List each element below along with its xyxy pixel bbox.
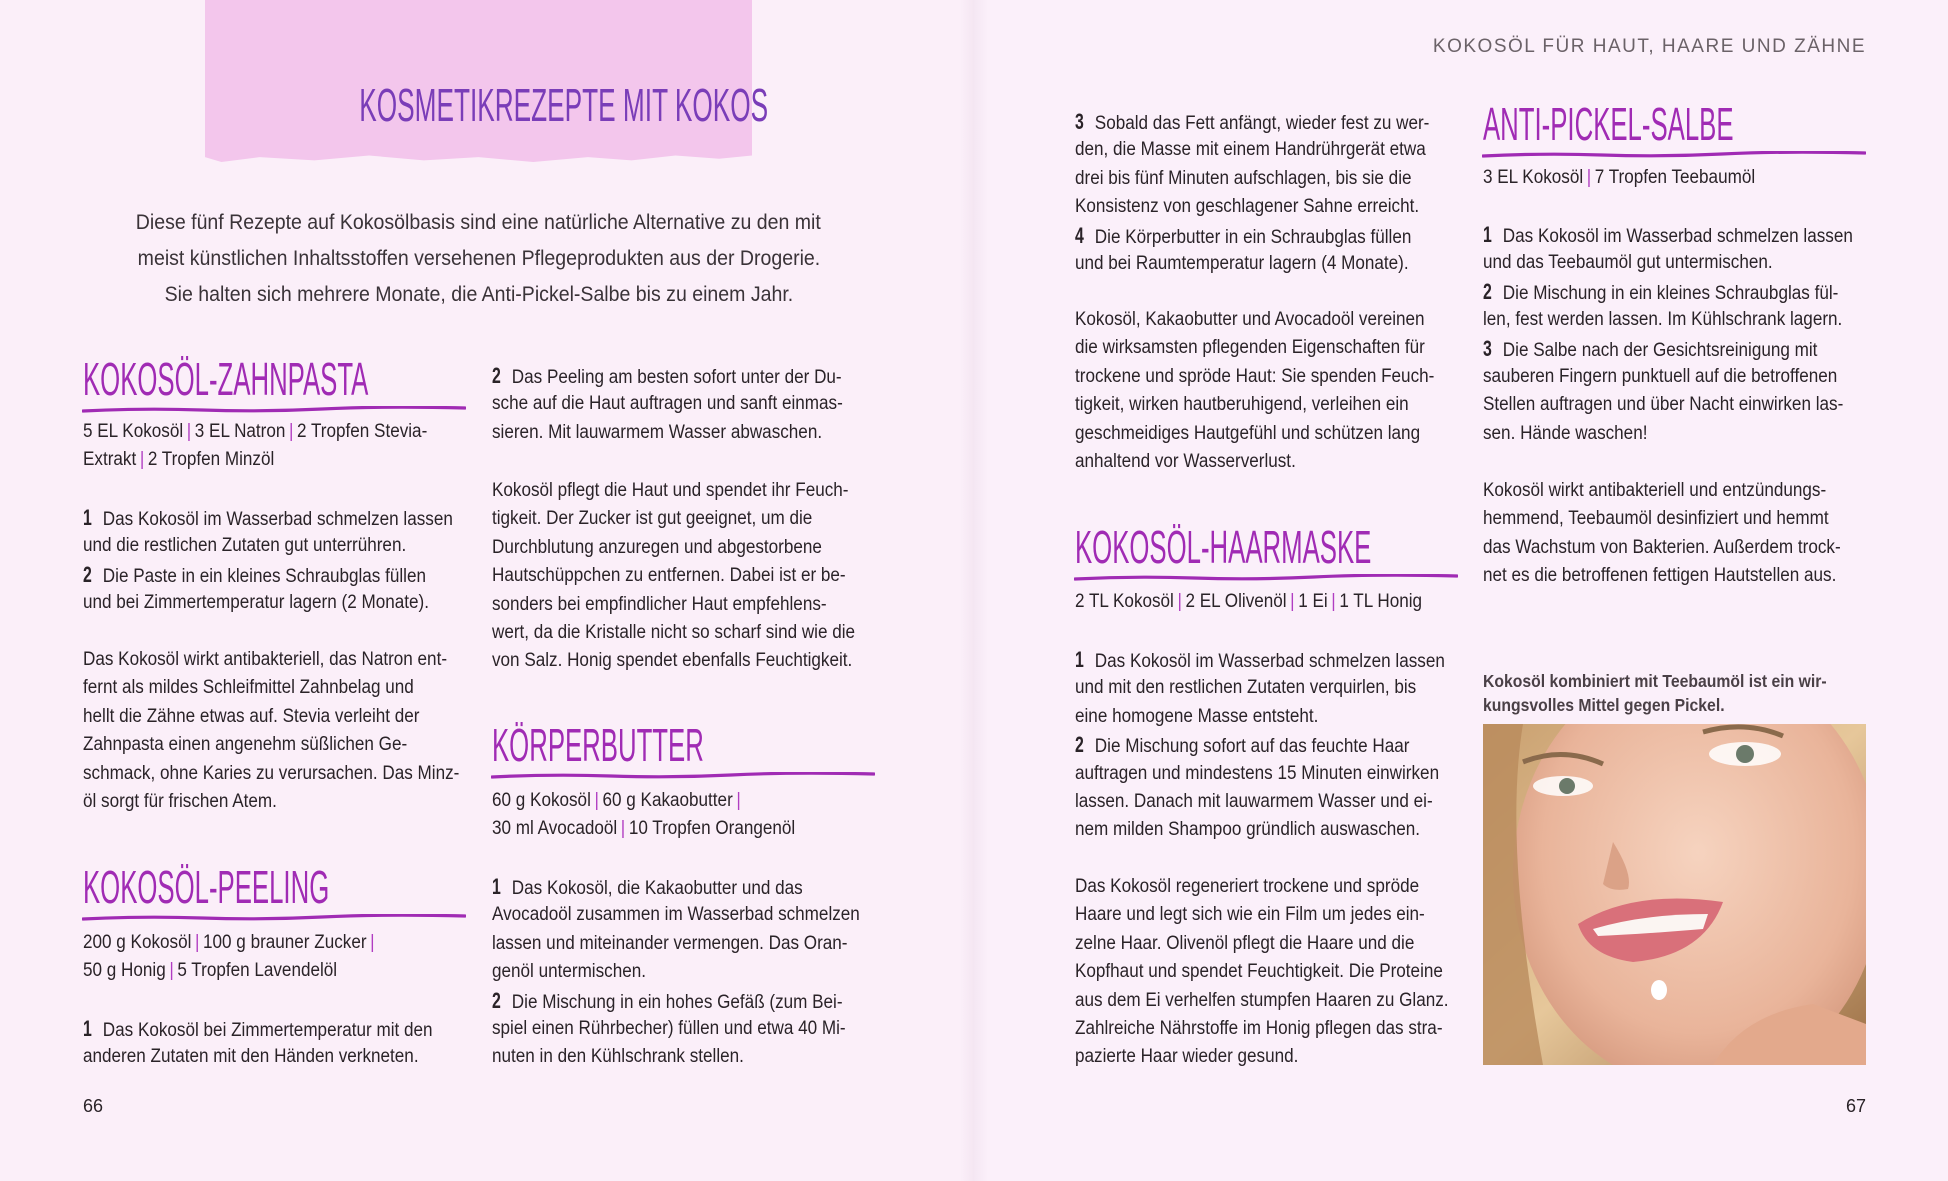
step-list xyxy=(1075,108,1457,278)
note-line: tigkeit. Der Zucker ist gut geeignet, um die xyxy=(492,508,813,530)
recipe-notes xyxy=(1075,306,1457,476)
step-text: und bei Zimmertemperatur lagern (2 Monate). xyxy=(83,592,429,614)
note-line: pazierte Haar wieder gesund. xyxy=(1075,1046,1299,1068)
step-text: und bei Raumtemperatur lagern (4 Monate). xyxy=(1075,252,1409,274)
note-line: Durchblutung anzuregen und abgestorbene xyxy=(492,536,822,558)
step-list xyxy=(492,362,874,447)
step-text: lassen. Danach mit lauwarmem Wasser und ei- xyxy=(1075,790,1433,812)
step-line xyxy=(83,1015,433,1043)
separator: | xyxy=(1290,591,1295,612)
step-text: Konsistenz von geschlagener Sahne erreicht. xyxy=(1075,196,1420,218)
note-line: wert, da die Kristalle nicht so scharf sind wie die xyxy=(492,621,856,643)
ingredient-line xyxy=(492,815,836,843)
step-line xyxy=(1075,136,1426,164)
step-text: spiel einen Rührbecher) füllen und etwa 40 Mi- xyxy=(492,1017,846,1039)
step-text: auftragen und mindestens 15 Minuten einwirken xyxy=(1075,762,1440,784)
step-text: Stellen auftragen und über Nacht einwirken las- xyxy=(1483,394,1844,416)
ingredient-line xyxy=(83,929,427,957)
step-line xyxy=(492,958,836,986)
step-line xyxy=(1483,278,1839,306)
step-text: sieren. Mit lauwarmem Wasser abwaschen. xyxy=(492,421,823,443)
recipe-heading xyxy=(492,719,870,771)
step-number: 2 xyxy=(1483,278,1492,304)
step-line xyxy=(492,419,836,447)
step-number: 3 xyxy=(1075,109,1084,134)
note-line: Kokosöl wirkt antibakteriell und entzündungs- xyxy=(1483,480,1827,501)
step-number: 2 xyxy=(1075,732,1084,758)
step-line xyxy=(1483,249,1827,277)
heading-underline xyxy=(1074,574,1458,582)
heading-underline xyxy=(1482,151,1866,159)
page-number-left: 66 xyxy=(83,1096,104,1116)
step-text: Das Kokosöl im Wasserbad schmelzen lassen xyxy=(1502,226,1853,247)
step-text: genöl untermischen. xyxy=(492,961,646,983)
note-line: Kopfhaut und spendet Feuchtigkeit. Die Proteine xyxy=(1075,961,1443,983)
step-line xyxy=(1075,165,1419,193)
ingredient: 60 g Kakaobutter xyxy=(602,790,733,811)
step-line xyxy=(1075,193,1419,221)
step-line xyxy=(492,1015,846,1043)
step-text: Das Kokosöl im Wasserbad schmelzen lassen xyxy=(102,509,453,530)
step-line xyxy=(83,532,427,560)
book-gutter xyxy=(960,0,988,1181)
step-line xyxy=(83,1043,427,1071)
step-line xyxy=(1075,108,1430,136)
step-line xyxy=(1075,731,1419,759)
step-text: drei bis fünf Minuten aufschlagen, bis sie die xyxy=(1075,167,1412,189)
note-line: trockene und spröde Haut: Sie spenden Feuch- xyxy=(1075,365,1435,387)
ingredient-list xyxy=(1483,164,1865,192)
step-list xyxy=(1483,221,1865,448)
note-line: fernt als mildes Schleifmittel Zahnbelag und xyxy=(83,677,414,699)
step-text: Das Kokosöl, die Kakaobutter und das xyxy=(511,878,803,899)
photo-caption: Kokosöl kombiniert mit Teebaumöl ist ein wir- kungsvolles Mittel gegen Pickel. xyxy=(1483,671,1827,715)
step-text: Die Salbe nach der Gesichtsreinigung mit xyxy=(1502,339,1818,361)
separator: | xyxy=(620,818,626,840)
step-line xyxy=(1075,250,1419,278)
step-line xyxy=(1075,222,1419,250)
note-line: net es die betroffenen fettigen Hautstellen aus. xyxy=(1483,565,1837,587)
recipe-title: ANTI-PICKEL-SALBE xyxy=(1483,98,1734,150)
note-line: das Wachstum von Bakterien. Außerdem trock- xyxy=(1483,536,1841,558)
ingredient: 3 EL Kokosöl xyxy=(1483,167,1584,188)
separator: | xyxy=(169,960,174,982)
recipe-title: KÖRPERBUTTER xyxy=(492,719,704,771)
note-line: Das Kokosöl regeneriert trockene und spröde xyxy=(1075,876,1420,897)
ingredient: 5 EL Kokosöl xyxy=(83,421,184,442)
note-line: Kokosöl pflegt die Haut und spendet ihr Feuch- xyxy=(492,480,849,501)
intro-text: Diese fünf Rezepte auf Kokosölbasis sind eine natürliche Alternative zu den mit meist künstlichen Inhaltsstoffen versehenen Pflegeprodukten aus der Drogerie. Sie halten sich mehrere Monate, die Anti-Pickel-Salbe bis zu einem Jahr. xyxy=(135,211,822,306)
step-line xyxy=(1483,391,1844,419)
step-number: 2 xyxy=(492,363,501,388)
step-line xyxy=(83,589,427,617)
ingredient: 10 Tropfen Orangenöl xyxy=(628,818,796,840)
step-number: 1 xyxy=(83,1016,92,1041)
step-line xyxy=(492,930,848,958)
note-line: geschmeidiges Hautgefühl und schützen lang xyxy=(1075,422,1421,444)
ingredient: 1 TL Honig xyxy=(1339,591,1423,612)
running-header: KOKOSÖL FÜR HAUT, HAARE UND ZÄHNE xyxy=(1432,36,1866,57)
step-number: 1 xyxy=(1075,647,1084,672)
step-number: 3 xyxy=(1483,335,1492,361)
step-number: 1 xyxy=(1483,222,1492,247)
recipe-title: KOKOSÖL-HAARMASKE xyxy=(1075,521,1372,573)
ingredient-line xyxy=(1075,588,1423,616)
ingredient: 2 TL Kokosöl xyxy=(1075,591,1174,612)
step-text: und die restlichen Zutaten gut unterrühren. xyxy=(83,535,407,557)
step-line xyxy=(1483,335,1827,363)
heading-underline xyxy=(82,406,466,414)
step-text: Die Paste in ein kleines Schraubglas füllen xyxy=(102,565,426,587)
heading-underline xyxy=(82,914,466,922)
separator: | xyxy=(139,449,145,471)
step-text: und das Teebaumöl gut untermischen. xyxy=(1483,252,1773,274)
step-line xyxy=(1075,674,1419,702)
step-text: Das Kokosöl im Wasserbad schmelzen lassen xyxy=(1094,651,1445,672)
step-line xyxy=(1483,363,1838,391)
recipe-title: KOKOSÖL-ZAHNPASTA xyxy=(83,353,369,405)
ingredient: Extrakt xyxy=(83,449,137,471)
recipe-notes xyxy=(492,477,874,676)
step-text: Die Mischung sofort auf das feuchte Haar xyxy=(1094,736,1410,758)
step-text: nuten in den Kühlschrank stellen. xyxy=(492,1046,744,1068)
ingredient-list xyxy=(1075,588,1457,616)
ingredient: 60 g Kokosöl xyxy=(492,790,591,811)
step-text: Das Peeling am besten sofort unter der Du- xyxy=(511,367,842,388)
chapter-title: KOSMETIKREZEPTE MIT KOKOS xyxy=(359,79,769,131)
step-line xyxy=(1075,816,1419,844)
ingredient-line xyxy=(83,957,427,985)
step-text: sche auf die Haut auftragen und sanft einmas- xyxy=(492,393,843,415)
step-text: sen. Hände waschen! xyxy=(1483,422,1648,444)
step-number: 1 xyxy=(492,874,501,899)
separator: | xyxy=(194,932,200,953)
step-line xyxy=(1483,306,1843,334)
separator: | xyxy=(1586,167,1592,188)
recipe-title: KOKOSÖL-PEELING xyxy=(83,861,330,913)
step-text: lassen und miteinander vermengen. Das Oran- xyxy=(492,932,848,954)
step-text: Das Kokosöl bei Zimmertemperatur mit den xyxy=(102,1020,433,1041)
note-line: Haare und legt sich wie ein Film um jedes ein- xyxy=(1075,904,1425,926)
step-line xyxy=(492,1043,836,1071)
note-line: öl sorgt für frischen Atem. xyxy=(83,790,277,812)
note-line: tigkeit, wirken hautberuhigend, verleihen ein xyxy=(1075,394,1409,416)
step-line xyxy=(492,901,860,929)
note-line: Zahnpasta einen angenehm süßlichen Ge- xyxy=(83,734,408,756)
step-text: Die Mischung in ein hohes Gefäß (zum Bei- xyxy=(511,991,843,1013)
note-line: sonders bei empfindlicher Haut empfehlens- xyxy=(492,593,827,615)
step-line xyxy=(1483,221,1853,249)
ingredient-list xyxy=(83,418,465,475)
note-line: Hautschüppchen zu entfernen. Dabei ist er be- xyxy=(492,565,846,587)
step-text: eine homogene Masse entsteht. xyxy=(1075,705,1319,727)
note-line: hemmend, Teebaumöl desinfiziert und hemmt xyxy=(1483,508,1829,530)
recipe-notes xyxy=(1075,873,1457,1072)
recipe-heading xyxy=(83,861,523,913)
step-line xyxy=(492,362,842,390)
note-line: Kokosöl, Kakaobutter und Avocadoöl vereinen xyxy=(1075,309,1425,330)
page-number-right: 67 xyxy=(1845,1096,1866,1116)
note-line: schmack, ohne Karies zu verursachen. Das Minz- xyxy=(83,762,460,784)
ingredient-line xyxy=(83,418,427,446)
step-number: 2 xyxy=(492,987,501,1013)
step-text: Sobald das Fett anfängt, wieder fest zu wer- xyxy=(1094,113,1430,134)
step-line xyxy=(1075,646,1445,674)
ingredient: 2 EL Olivenöl xyxy=(1185,591,1287,612)
ingredient-line xyxy=(1483,164,1827,192)
separator: | xyxy=(370,932,375,953)
note-line: hellt die Zähne etwas auf. Stevia verleiht der xyxy=(83,705,420,727)
step-line xyxy=(492,873,836,901)
step-line xyxy=(1075,788,1433,816)
step-list xyxy=(83,1015,465,1072)
note-line: Zahlreiche Nährstoffe im Honig pflegen das stra- xyxy=(1075,1017,1443,1039)
ingredient-line xyxy=(83,446,427,474)
step-text: und mit den restlichen Zutaten verquirlen, bis xyxy=(1075,677,1417,699)
step-line xyxy=(83,561,427,589)
ingredient: 30 ml Avocadoöl xyxy=(492,818,618,840)
note-line: zelne Haar. Olivenöl pflegt die Haare und die xyxy=(1075,932,1415,954)
recipe-notes xyxy=(1483,477,1865,591)
step-text: anderen Zutaten mit den Händen verkneten. xyxy=(83,1046,419,1068)
step-text: sauberen Fingern punktuell auf die betroffenen xyxy=(1483,365,1838,387)
step-line xyxy=(83,504,453,532)
separator: | xyxy=(594,790,599,811)
step-line xyxy=(492,390,843,418)
note-line: aus dem Ei verhelfen stumpfen Haaren zu Glanz. xyxy=(1075,989,1449,1011)
step-list xyxy=(83,504,465,618)
note-line: die wirksamsten pflegenden Eigenschaften für xyxy=(1075,337,1425,359)
note-line: anhaltend vor Wasserverlust. xyxy=(1075,450,1296,472)
step-number: 4 xyxy=(1075,222,1084,248)
ingredient-list xyxy=(83,929,465,986)
separator: | xyxy=(736,790,741,811)
step-line xyxy=(1483,420,1827,448)
step-line xyxy=(492,987,843,1015)
photo-woman-face-icon xyxy=(1483,724,1866,1065)
step-text: nem milden Shampoo gründlich auswaschen. xyxy=(1075,819,1421,841)
step-number: 1 xyxy=(83,505,92,530)
recipe-heading xyxy=(1483,98,1930,150)
ingredient-line xyxy=(492,787,836,815)
step-list xyxy=(492,873,874,1072)
step-line xyxy=(1075,703,1419,731)
separator: | xyxy=(289,421,294,442)
ingredient: 50 g Honig xyxy=(83,960,166,982)
step-text: len, fest werden lassen. Im Kühlschrank lagern. xyxy=(1483,309,1843,331)
step-number: 2 xyxy=(83,561,92,587)
ingredient: 2 Tropfen Stevia- xyxy=(297,421,428,442)
step-text: den, die Masse mit einem Handrührgerät etwa xyxy=(1075,139,1426,161)
heading-underline xyxy=(491,772,875,780)
separator: | xyxy=(1331,591,1336,612)
recipe-notes xyxy=(83,646,465,816)
separator: | xyxy=(186,421,192,442)
ingredient: 3 EL Natron xyxy=(194,421,286,442)
step-text: Die Körperbutter in ein Schraubglas füllen xyxy=(1094,226,1412,248)
ingredient: 1 Ei xyxy=(1298,591,1328,612)
step-text: Die Mischung in ein kleines Schraubglas fül- xyxy=(1502,282,1839,304)
ingredient: 100 g brauner Zucker xyxy=(203,932,367,953)
ingredient: 5 Tropfen Lavendelöl xyxy=(177,960,338,982)
ingredient: 2 Tropfen Minzöl xyxy=(147,449,275,471)
ingredient: 200 g Kokosöl xyxy=(83,932,192,953)
separator: | xyxy=(1177,591,1182,612)
note-line: von Salz. Honig spendet ebenfalls Feuchtigkeit. xyxy=(492,650,853,672)
ingredient: 7 Tropfen Teebaumöl xyxy=(1594,167,1756,188)
step-list xyxy=(1075,646,1457,845)
note-line: Das Kokosöl wirkt antibakteriell, das Natron ent- xyxy=(83,649,448,670)
ingredient-list xyxy=(492,787,874,844)
step-text: Avocadoöl zusammen im Wasserbad schmelzen xyxy=(492,904,860,926)
step-line xyxy=(1075,760,1440,788)
